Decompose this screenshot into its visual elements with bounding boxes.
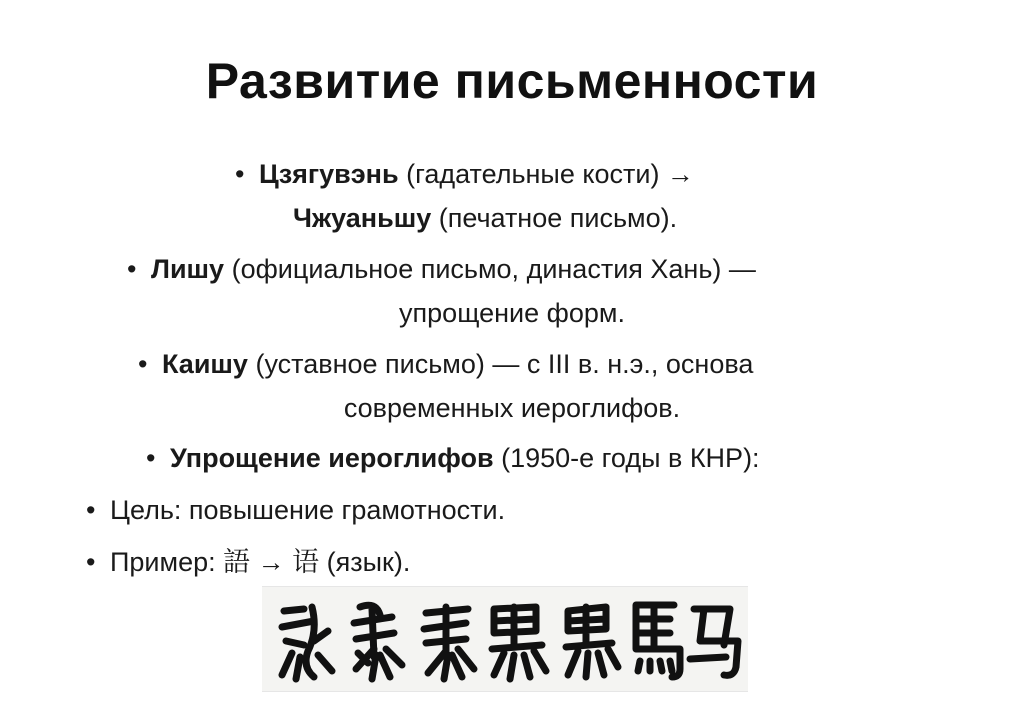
bronze-horse-glyph <box>354 605 402 679</box>
item-text: (печатное письмо). <box>431 203 678 233</box>
item-text: упрощение форм. <box>399 298 625 328</box>
seal-horse-glyph <box>424 607 474 679</box>
bullet-item-lishu <box>127 253 756 285</box>
simplified-horse-glyph <box>690 609 738 675</box>
page-title: Развитие письменности <box>205 53 819 109</box>
item-text: современных иероглифов. <box>343 393 681 423</box>
item-text: (гадательные кости) → <box>398 159 694 189</box>
bullet-item-continuation <box>0 392 1024 424</box>
bullet-item-continuation <box>293 202 677 234</box>
horse-glyphs-svg <box>262 587 748 691</box>
bullet-item-example <box>86 546 410 579</box>
bullet-item-continuation <box>0 297 1024 329</box>
horse-character-evolution-image <box>262 586 748 692</box>
item-text: (уставное письмо) — с III в. н.э., основа <box>247 349 754 379</box>
bullet-marker: • <box>138 349 148 379</box>
term-jiaguwen: Цзягувэнь <box>259 159 399 189</box>
item-text: (1950-е годы в КНР): <box>493 443 760 473</box>
example-suffix: (язык). <box>319 547 411 577</box>
bullet-marker: • <box>127 254 137 284</box>
bullet-marker: • <box>146 443 156 473</box>
bullet-marker: • <box>86 495 96 525</box>
simplified-character: 语 <box>292 547 320 578</box>
term-zhuanshu: Чжуаньшу <box>293 203 432 233</box>
term-lishu: Лишу <box>151 254 225 284</box>
clerical-horse-glyph <box>492 607 546 679</box>
bullet-item-jiaguwen <box>235 158 694 190</box>
bullet-item-simplification <box>146 442 760 474</box>
example-prefix: Пример: <box>110 547 224 577</box>
oracle-bone-horse-glyph <box>282 607 332 679</box>
term-kaishu: Каишу <box>162 349 248 379</box>
bullet-item-goal <box>86 494 505 526</box>
term-simplification: Упрощение иероглифов <box>170 443 494 473</box>
arrow-icon: → <box>250 547 293 577</box>
traditional-horse-glyph <box>636 605 680 677</box>
item-text: Цель: повышение грамотности. <box>110 495 506 525</box>
bullet-marker: • <box>86 547 96 577</box>
bullet-marker: • <box>235 159 245 189</box>
bullet-item-kaishu <box>138 348 753 380</box>
running-script-horse-glyph <box>566 607 618 677</box>
traditional-character: 語 <box>223 547 251 578</box>
item-text: (официальное письмо, династия Хань) — <box>224 254 756 284</box>
